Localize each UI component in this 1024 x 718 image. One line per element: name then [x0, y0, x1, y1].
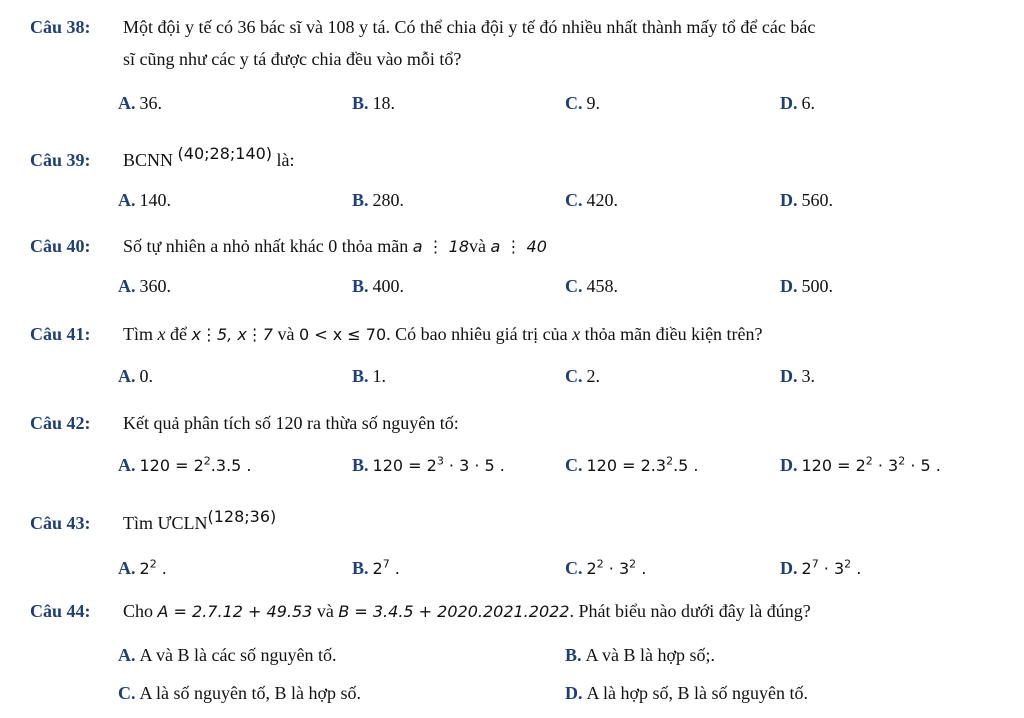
question-44 [30, 598, 1004, 625]
question-number: Câu 41: [30, 324, 91, 344]
option-c[interactable]: C. A là số nguyên tố, B là hợp số. [118, 683, 362, 703]
option-b[interactable]: B. 1. [352, 366, 387, 386]
option-a[interactable]: A. 36. [118, 93, 162, 113]
option-c[interactable]: C. $2^2 \cdot 3^2$ . [565, 557, 647, 578]
option-b[interactable]: B. $120 = 2^3 \cdot 3 \cdot 5$ . [352, 454, 505, 475]
question-number: Câu 43: [30, 513, 91, 533]
math-expression: a ⋮ 18 [412, 237, 470, 256]
question-38 [30, 14, 1004, 72]
question-40 [30, 233, 1004, 260]
question-number: Câu 42: [30, 413, 91, 433]
options-39 [30, 190, 1024, 216]
math-expression: (128;36) [207, 507, 277, 526]
option-a[interactable]: A. 360. [118, 276, 171, 296]
question-text: Số tự nhiên a nhỏ nhất khác 0 thỏa mãn a ⋮ 18và a ⋮ 40 [123, 236, 547, 256]
options-43 [30, 558, 1024, 584]
question-43 [30, 507, 1004, 537]
options-38 [30, 93, 1024, 119]
question-number: Câu 40: [30, 236, 91, 256]
math-expression: A = 2.7.12 + 49.53 [157, 602, 313, 621]
option-b[interactable]: B. A và B là hợp số;. [565, 645, 716, 665]
options-42 [30, 455, 1024, 481]
math-expression: B = 3.4.5 + 2020.2021.2022 [338, 602, 570, 621]
options-40 [30, 276, 1024, 302]
option-a[interactable]: A. 140. [118, 190, 171, 210]
option-b[interactable]: B. 18. [352, 93, 396, 113]
question-text: Một đội y tế có 36 bác sĩ và 108 y tá. Có thể chia đội y tế đó nhiều nhất thành mấy tổ để các bác sĩ cũng như các y tá được chia đều vào mỗi tổ? [123, 17, 816, 69]
math-expression: x⋮5, x⋮7 [191, 325, 273, 344]
option-c[interactable]: C. 458. [565, 276, 618, 296]
math-expression: a ⋮ 40 [490, 237, 547, 256]
math-expression: (40;28;140) [177, 144, 273, 163]
question-text: Tìm x để x⋮5, x⋮7 và 0 < x ≤ 70. Có bao nhiêu giá trị của x thỏa mãn điều kiện trên? [123, 324, 763, 344]
option-a[interactable]: A. $120 = 2^2.3.5$ . [118, 454, 252, 475]
option-d[interactable]: D. $2^7 \cdot 3^2$ . [780, 557, 862, 578]
question-text: Cho A = 2.7.12 + 49.53 và B = 3.4.5 + 2020.2021.2022. Phát biểu nào dưới đây là đúng? [123, 601, 811, 621]
option-b[interactable]: B. $2^7$ . [352, 557, 400, 578]
question-42 [30, 410, 1004, 436]
option-a[interactable]: A. A và B là các số nguyên tố. [118, 645, 337, 665]
math-expression: 0 < x ≤ 70 [298, 325, 387, 344]
question-text: Tìm ƯCLN(128;36) [123, 507, 277, 533]
option-c[interactable]: C. 9. [565, 93, 600, 113]
option-d[interactable]: D. 3. [780, 366, 815, 386]
option-d[interactable]: D. 6. [780, 93, 815, 113]
question-text: Kết quả phân tích số 120 ra thừa số nguyên tố: [123, 413, 459, 433]
option-b[interactable]: B. 400. [352, 276, 405, 296]
option-b[interactable]: B. 280. [352, 190, 405, 210]
question-number: Câu 44: [30, 601, 91, 621]
question-number: Câu 38: [30, 17, 91, 37]
question-39 [30, 144, 1004, 174]
option-a[interactable]: A. 0. [118, 366, 153, 386]
options-44-row1 [30, 645, 1024, 671]
option-a[interactable]: A. $2^2$ . [118, 557, 167, 578]
question-number: Câu 39: [30, 150, 91, 170]
option-d[interactable]: D. A là hợp số, B là số nguyên tố. [565, 683, 809, 703]
options-44-row2 [30, 683, 1024, 709]
option-c[interactable]: C. 2. [565, 366, 600, 386]
option-d[interactable]: D. 560. [780, 190, 833, 210]
option-c[interactable]: C. $120 = 2.3^2.5$ . [565, 454, 699, 475]
question-text: BCNN (40;28;140) là: [123, 144, 295, 170]
option-c[interactable]: C. 420. [565, 190, 618, 210]
option-d[interactable]: D. 500. [780, 276, 833, 296]
options-41 [30, 366, 1024, 392]
option-d[interactable]: D. $120 = 2^2 \cdot 3^2 \cdot 5$ . [780, 454, 941, 475]
question-41 [30, 321, 1004, 348]
